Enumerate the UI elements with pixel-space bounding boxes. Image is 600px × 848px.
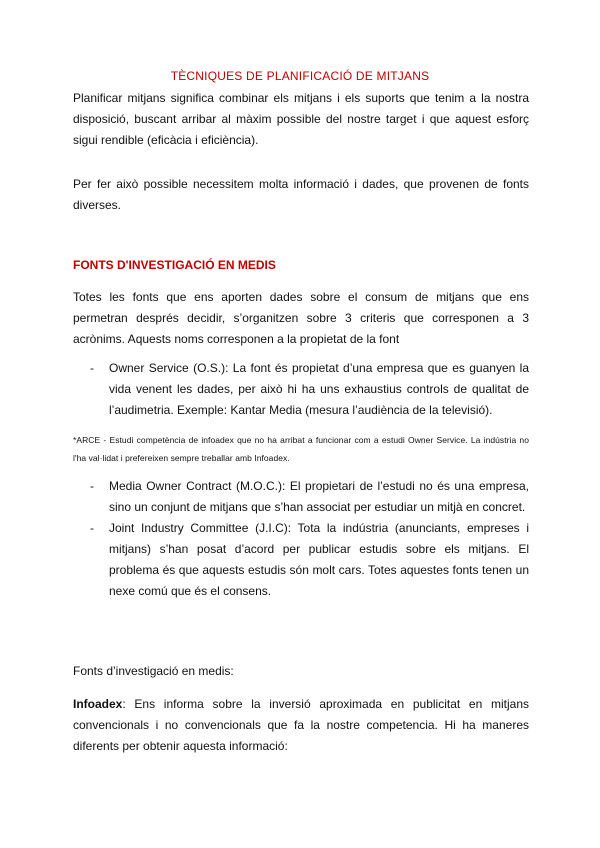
bullet-dash: -	[90, 361, 94, 375]
criteria-list-first	[73, 358, 529, 421]
bullet-dash: -	[90, 521, 94, 535]
list-item-text: Media Owner Contract (M.O.C.): El propietari de l’estudi no és una empresa, sino un conjunt de mitjans que s’han associat per estudiar un mitjà en concret.	[109, 479, 529, 514]
infoadex-term: Infoadex	[73, 697, 123, 711]
intro-paragraph-1: Planificar mitjans significa combinar els mitjans i els suports que tenim a la nostra disposició, buscant arribar al màxim possible del nostre target i que aquest esforç sigui rendible (eficàcia i eficiència).	[73, 91, 529, 147]
infoadex-text: : Ens informa sobre la inversió aproximada en publicitat en mitjans convencionals i no convencionals que fa la nostre competencia. Hi ha maneres diferents per obtenir aquesta informació:	[73, 697, 529, 753]
list-item-text: Joint Industry Committee (J.I.C): Tota la indústria (anunciants, empreses i mitjans) s’han posat d’acord per publicar estudis sobre els mitjans. El problema és que aquests estudis són molt cars. Totes aquestes fonts tenen un nexe comú que és el consens.	[109, 521, 529, 598]
section-intro: Totes les fonts que ens aporten dades sobre el consum de mitjans que ens permetran després decidir, s’organitzen sobre 3 criteris que corresponen a 3 acrònims. Aquests noms corresponen a la propietat de la font	[73, 290, 529, 346]
criteria-list-rest	[73, 476, 529, 602]
bullet-dash: -	[90, 479, 94, 493]
page-title: TÈCNIQUES DE PLANIFICACIÓ DE MITJANS	[170, 69, 430, 83]
list-item-text: Owner Service (O.S.): La font és propietat d’una empresa que es guanyen la vida venent les dades, per això hi ha uns exhaustius controls de qualitat de l’audimetria. Exemple: Kantar Media (mesura l’audiència de la televisió).	[109, 361, 529, 417]
list-item	[73, 358, 529, 421]
infoadex-paragraph	[73, 694, 529, 757]
intro-paragraph-2: Per fer això possible necessitem molta informació i dades, que provenen de fonts diverses.	[73, 177, 529, 212]
sources-label: Fonts d’investigació en medis:	[73, 664, 234, 678]
arce-note: *ARCE - Estudi competència de infoadex que no ha arribat a funcionar com a estudi Owner Service. La indústria no l'ha val·lidat i prefereixen sempre treballar amb Infoadex.	[73, 435, 529, 463]
list-item	[73, 476, 529, 518]
section-heading: FONTS D'INVESTIGACIÓ EN MEDIS	[73, 258, 276, 272]
list-item	[73, 518, 529, 602]
